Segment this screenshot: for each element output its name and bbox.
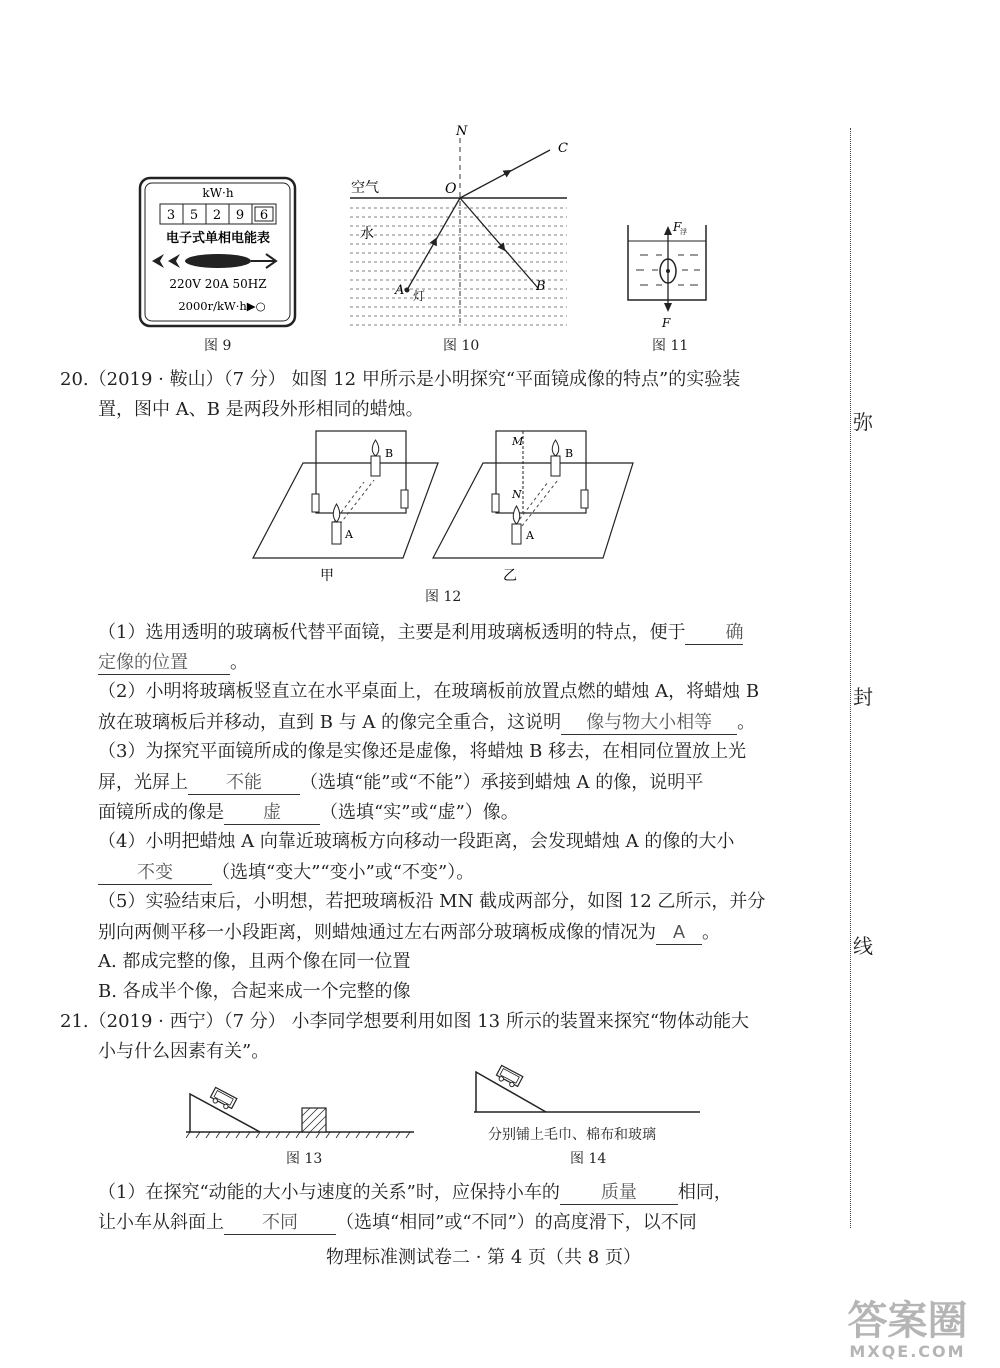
fig10-refraction [345, 120, 575, 332]
fig14-ramp [470, 1062, 702, 1122]
q20-part5-text: 别向两侧平移一小段距离，则蜡烛通过左右两部分玻璃板成像的情况为 [98, 922, 656, 943]
q20-part1-cont [98, 650, 248, 675]
q20-option-a: A. 都成完整的像，且两个像在同一位置 [98, 951, 411, 972]
seal-char-3: 线 [853, 934, 873, 958]
fig10-caption: 图 10 [443, 338, 480, 354]
fig14-note: 分别铺上毛巾、棉布和玻璃 [488, 1127, 656, 1143]
watermark [820, 1300, 995, 1361]
q21-part1-answer1: 质量 [560, 1180, 678, 1205]
fig12-label-A2: A [526, 529, 534, 542]
fig9-digit-boxes [160, 204, 276, 224]
seal-char-2: 封 [853, 685, 873, 709]
fig10-label-O: O [445, 181, 457, 197]
fig9-name: 电子式单相电能表 [165, 231, 271, 246]
fig9-digit: 9 [235, 208, 245, 223]
fig11-label-ftop-sub: 浮 [680, 228, 687, 236]
fig12-label-right: 乙 [503, 568, 517, 584]
q21-part1-line1 [98, 1180, 732, 1205]
q20-option-b: B. 各成半个像，合起来成一个完整的像 [98, 981, 411, 1002]
q20-part1-answer-a: 确 [685, 620, 743, 645]
fig11-buoyancy [622, 215, 712, 333]
fig10-label-C: C [558, 141, 568, 156]
q21-part1-line2 [98, 1210, 697, 1235]
q20-part2-end: 。 [737, 712, 756, 733]
q21-part1-answer2: 不同 [224, 1210, 336, 1235]
fig9-rate: 2000r/kW·h▶○ [178, 299, 266, 313]
fig10-label-water: 水 [360, 226, 374, 242]
q20-part4-text: （选填“变大”“变小”或“不变”）。 [212, 862, 475, 883]
q20-part1-answer-b: 定像的位置 [98, 650, 230, 675]
fig10-label-A: A [395, 283, 405, 298]
q20-part3-line1: （3）为探究平面镜所成的像是实像还是虚像，将蜡烛 B 移去，在相同位置放上光 [98, 741, 747, 762]
fig11-caption: 图 11 [652, 338, 689, 354]
q20-part4-line2 [98, 860, 474, 885]
watermark-url: MXQE.COM [849, 1342, 966, 1361]
q20-part3-line2 [98, 770, 703, 795]
q20-part3-text1: 屏，光屏上 [98, 772, 188, 793]
q20-part2-line2 [98, 710, 755, 735]
fig10-label-air: 空气 [351, 180, 379, 196]
fig10-label-B: B [536, 279, 546, 294]
watermark-logo: 答案圈 [847, 1298, 968, 1344]
fig10-label-lamp: 灯 [413, 289, 426, 303]
fig12-label-A: A [345, 528, 353, 541]
fig13-caption: 图 13 [286, 1151, 323, 1167]
seal-char-1: 弥 [853, 410, 873, 434]
q20-stem-line2: 置，图中 A、B 是两段外形相同的蜡烛。 [98, 399, 424, 420]
q20-part1-text: （1）选用透明的玻璃板代替平面镜，主要是利用玻璃板透明的特点，便于 [98, 622, 686, 643]
q20-part1-end: 。 [230, 652, 248, 673]
fig12-mirror-setup [248, 428, 640, 588]
fig12-label-B: B [385, 447, 394, 460]
fig9-digit: 5 [189, 208, 199, 223]
q20-part3-text3: 面镜所成的像是 [98, 802, 224, 823]
fig9-digit: 3 [166, 208, 176, 223]
q20-part3-text2: （选填“能”或“不能”）承接到蜡烛 A 的像，说明平 [300, 772, 704, 793]
fig9-unit: kW·h [202, 186, 234, 200]
q21-stem-line1: 21.（2019 · 西宁）（7 分） 小李同学想要利用如图 13 所示的装置来探究“物体动能大 [60, 1011, 750, 1032]
fig11-label-fbottom: F [662, 316, 671, 330]
q20-part3-line3 [98, 800, 519, 825]
q21-part1-text2: 相同， [677, 1182, 732, 1203]
q20-part2-line1: （2）小明将玻璃板竖直立在水平桌面上，在玻璃板前放置点燃的蜡烛 A，将蜡烛 B [98, 681, 760, 702]
fig12-label-left: 甲 [320, 568, 334, 584]
fig9-caption: 图 9 [204, 338, 232, 354]
q20-part4-line1: （4）小明把蜡烛 A 向靠近玻璃板方向移动一段距离，会发现蜡烛 A 的像的大小 [98, 831, 735, 852]
fig11-label-ftop: F [673, 220, 682, 234]
fig9-disk-icon [152, 254, 276, 268]
seal-dotted-line [850, 128, 851, 1228]
fig12-caption: 图 12 [425, 589, 462, 605]
q20-part5-line2 [98, 920, 720, 945]
q20-stem-line1: 20.（2019 · 鞍山）（7 分） 如图 12 甲所示是小明探究“平面镜成像的特点”的实验装 [60, 369, 741, 390]
q20-part3-text4: （选填“实”或“虚”）像。 [320, 802, 519, 823]
fig12-label-N: N [512, 488, 522, 501]
q20-part3-answer2: 虚 [224, 800, 320, 825]
q20-part5-line1: （5）实验结束后，小明想，若把玻璃板沿 MN 截成两部分，如图 12 乙所示，并分 [98, 891, 766, 912]
q20-part1 [98, 620, 743, 645]
q20-part3-answer1: 不能 [188, 770, 300, 795]
fig12-label-M: M [512, 435, 524, 448]
q21-stem-line2: 小与什么因素有关”。 [98, 1041, 270, 1062]
q21-part1-text4: （选填“相同”或“不同”）的高度滑下，以不同 [336, 1212, 697, 1233]
fig12-label-B2: B [565, 447, 574, 460]
q20-part2-answer: 像与物大小相等 [561, 710, 737, 735]
fig10-label-N: N [456, 124, 468, 139]
fig9-meter [138, 176, 298, 328]
q21-part1-text1: （1）在探究“动能的大小与速度的关系”时，应保持小车的 [98, 1182, 560, 1203]
page-footer: 物理标准测试卷二 · 第 4 页（共 8 页） [326, 1247, 641, 1268]
q20-part2-text: 放在玻璃板后并移动，直到 B 与 A 的像完全重合，这说明 [98, 712, 562, 733]
fig13-ramp [186, 1080, 418, 1142]
fig9-digit: 6 [259, 208, 269, 223]
q20-part5-end: 。 [702, 922, 720, 943]
fig9-digit: 2 [212, 208, 222, 223]
fig14-caption: 图 14 [570, 1151, 607, 1167]
q20-part4-answer: 不变 [98, 860, 212, 885]
q20-part5-answer: A [656, 920, 702, 945]
q21-part1-text3: 让小车从斜面上 [98, 1212, 224, 1233]
fig9-spec: 220V 20A 50HZ [169, 277, 267, 291]
